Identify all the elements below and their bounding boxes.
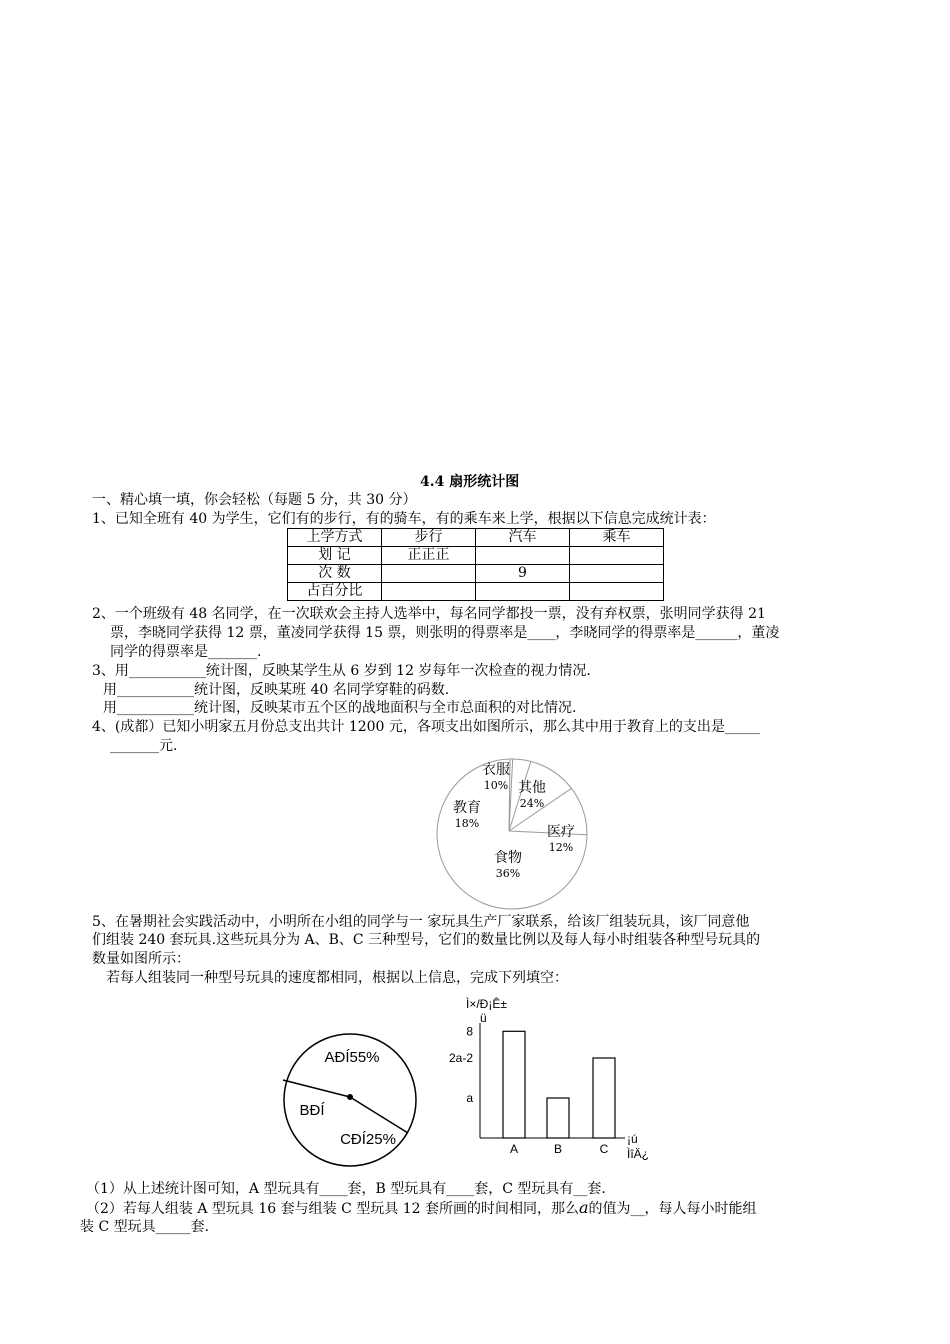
y-axis-label: Ì×/Ð¡Ê± [466,997,507,1011]
question-4-line-1: 4、(成都）已知小明家五月份总支出共计 1200 元，各项支出如图所示，那么其中用于教育上的支出是_____ [92,719,760,735]
question-5-sub-1: （1）从上述统计图可知，A 型玩具有____套，B 型玩具有____套，C 型玩具有__套. [86,1181,606,1197]
question-3-line-3: 用___________统计图，反映某市五个区的战地面积与全市总面积的对比情况. [103,700,577,716]
table-row [288,529,664,547]
table-row [288,583,664,601]
pie-slice-label: 其他 [518,780,546,796]
pie-slice-percent: 36% [495,867,521,880]
variable-a: a [578,1198,589,1217]
table-cell [570,565,664,583]
question-5-line-2: 们组装 240 套玩具.这些玩具分为 A、B、C 三种型号，它们的数量比例以及每人每小时组装各种型号玩具的 [92,932,761,948]
bar [503,1031,525,1138]
question-2-line-2: 票，李晓同学获得 12 票，董凌同学获得 15 票，则张明的得票率是____，李晓同学的得票率是______，董凌 [110,625,780,641]
x-tick-label: C [599,1142,609,1156]
x-axis-label: ÌîÄ¿ [627,1147,650,1161]
pie-slice-label: 衣服 [482,762,510,778]
pie-slice-percent: 10% [483,779,509,792]
x-tick-label: B [553,1142,563,1156]
x-tick-label: A [509,1142,519,1156]
question-4-line-2: _______元. [110,738,178,754]
bar [547,1098,569,1138]
pie-slice-label: CÐÍ25% [340,1131,396,1148]
assembly-bar-chart [440,995,670,1170]
pie-slice-percent: 18% [454,817,480,830]
table-cell: 9 [476,565,570,583]
question-5-sub-2-line-1 [86,1199,757,1218]
y-tick-label: 8 [466,1024,473,1039]
pie-slice-percent: 24% [519,797,545,810]
question-5-line-1: 5、在暑期社会实践活动中，小明所在小组的同学与一 家玩具生产厂家联系，给该厂组装玩具，该厂同意他 [92,914,750,930]
table-cell [476,583,570,601]
table-cell [570,547,664,565]
table-cell: 步行 [382,529,476,547]
pie-center-dot [347,1094,353,1100]
table-cell: 乘车 [570,529,664,547]
question-5-line-3: 数量如图所示： [92,951,190,967]
question-1-text: 1、已知全班有 40 为学生，它们有的步行，有的骑车，有的乘车来上学，根据以下信息完成统计表： [92,511,716,527]
table-cell: 正正正 [382,547,476,565]
table-cell: 占百分比 [288,583,382,601]
pie-slice-label: AÐÍ55% [324,1049,380,1066]
table-cell [476,547,570,565]
table-cell: 次 数 [288,565,382,583]
pie-slice-label: 医疗 [547,824,575,840]
table-cell [570,583,664,601]
toy-ratio-pie-chart [280,1030,420,1170]
pie-slice-percent: 12% [548,841,574,854]
table-row [288,565,664,583]
y-tick-label: 2a-2 [448,1051,473,1065]
x-axis-arrow: ¡ú [627,1132,638,1146]
question-3-line-2: 用___________统计图，反映某班 40 名同学穿鞋的码数. [103,682,450,698]
table-row [288,547,664,565]
section-heading: 一、精心填一填，你会轻松（每题 5 分，共 30 分） [92,492,417,508]
stat-table [287,528,664,601]
table-cell: 上学方式 [288,529,382,547]
y-tick-label: a [466,1091,473,1105]
table-cell: 汽车 [476,529,570,547]
pie-slice-label: 教育 [453,800,481,816]
table-cell: 划 记 [288,547,382,565]
y-axis-arrow: ü [480,1011,487,1025]
question-5-line-4: 若每人组装同一种型号玩具的速度都相同，根据以上信息，完成下列填空： [106,970,568,986]
expense-pie-chart [432,754,592,914]
sub-2-text-a: （2）若每人组装 A 型玩具 16 套与组装 C 型玩具 12 套所画的时间相同，那么 [86,1201,579,1217]
page-title: 4.4 扇形统计图 [420,474,520,490]
pie-slice-label: BÐÍ [299,1102,325,1119]
question-2-line-1: 2、一个班级有 48 名同学，在一次联欢会主持人选举中，每名同学都投一票，没有弃权票，张明同学获得 21 [92,606,766,622]
table-cell [382,565,476,583]
sub-2-text-b: 的值为__，每人每小时能组 [588,1201,757,1217]
pie-slice-label: 食物 [494,850,522,866]
question-5-sub-2-line-2: 装 C 型玩具_____套. [80,1219,210,1235]
question-3-line-1: 3、用___________统计图，反映某学生从 6 岁到 12 岁每年一次检查的视力情况. [92,663,591,679]
table-cell [382,583,476,601]
bar [593,1058,615,1138]
question-2-line-3: 同学的得票率是_______. [110,644,262,660]
